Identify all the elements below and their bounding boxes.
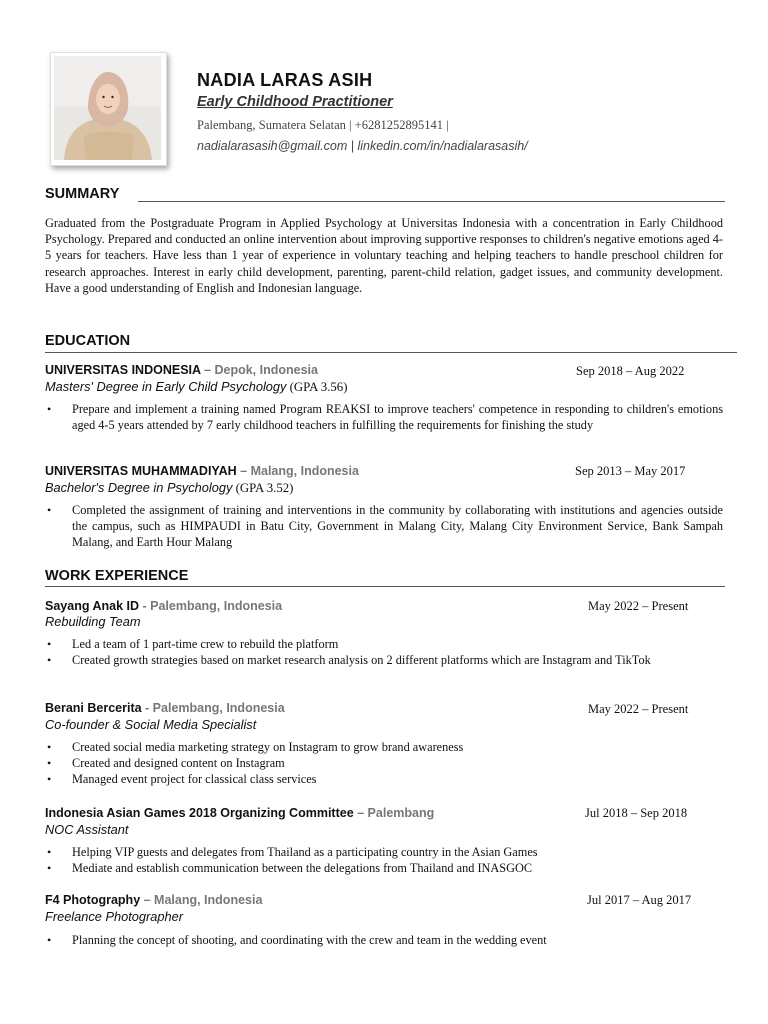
bullet-item: • Created and designed content on Instagram [45, 755, 723, 771]
education-org: UNIVERSITAS MUHAMMADIYAH [45, 464, 237, 478]
work-bullets [45, 739, 723, 788]
education-entry-title [45, 464, 359, 478]
work-location: – Palembang [353, 806, 435, 820]
work-dates: May 2022 – Present [588, 702, 689, 716]
education-degree-line [45, 379, 347, 395]
bullet-item: • Planning the concept of shooting, and coordinating with the crew and team in the wedding event [45, 932, 723, 948]
education-bullets [45, 401, 723, 433]
work-heading: WORK EXPERIENCE [45, 568, 189, 584]
bullet-item: • Created growth strategies based on market research analysis on 2 different platforms which are Instagram and TikTok [45, 652, 723, 668]
work-dates: Jul 2018 – Sep 2018 [585, 806, 688, 820]
education-degree-line [45, 480, 293, 496]
education-degree: Bachelor's Degree in Psychology [45, 480, 233, 495]
work-org: F4 Photography [45, 893, 141, 907]
bullet-item: • Created social media marketing strategy on Instagram to grow brand awareness [45, 739, 723, 755]
work-role: Freelance Photographer [45, 909, 184, 924]
work-dates: Jul 2017 – Aug 2017 [587, 893, 692, 907]
work-bullets [45, 932, 723, 948]
work-org: Berani Bercerita [45, 701, 142, 715]
summary-divider [138, 201, 725, 202]
candidate-name: NADIA LARAS ASIH [197, 70, 373, 90]
work-entry-title [45, 599, 282, 613]
contact-location-phone: Palembang, Sumatera Selatan | +6281252895141 | [197, 118, 449, 132]
candidate-role: Early Childhood Practitioner [197, 94, 393, 110]
work-location: – Malang, Indonesia [140, 893, 263, 907]
education-dates: Sep 2018 – Aug 2022 [576, 364, 685, 378]
work-org: Indonesia Asian Games 2018 Organizing Committee [45, 806, 354, 820]
work-role: Co-founder & Social Media Specialist [45, 717, 257, 732]
education-divider [45, 352, 737, 353]
bullet-item: • Helping VIP guests and delegates from Thailand as a participating country in the Asian Games [45, 844, 723, 860]
education-gpa: (GPA 3.56) [286, 380, 348, 394]
work-bullets [45, 636, 723, 668]
work-bullets [45, 844, 723, 876]
work-entry-title [45, 806, 434, 820]
bullet-item: • Mediate and establish communication between the delegations from Thailand and INASGOC [45, 860, 723, 876]
bullet-item: • Managed event project for classical class services [45, 771, 723, 787]
education-degree: Masters' Degree in Early Child Psychology [45, 379, 287, 394]
work-entry-title [45, 893, 262, 907]
profile-photo [50, 52, 167, 166]
summary-text: Graduated from the Postgraduate Program in Applied Psychology at Universitas Indonesia with a concentration in Early Childhood Psychology. Prepared and conducted an online intervention about improving supportive responses to children's negative emotions aged 4-5 years for teachers. Have less than 1 year of experience in voluntary teaching and helping teachers to handle preschool children for research approaches. Interest in early child development, parenting, parent-child relation, gadget issues, and community development. Have a good understanding of English and Indonesian language. [45, 216, 723, 295]
work-org: Sayang Anak ID [45, 599, 140, 613]
education-entry-title [45, 363, 318, 377]
contact-email-linkedin: nadialarasasih@gmail.com | linkedin.com/in/nadialarasasih/ [197, 139, 528, 153]
education-location: – Depok, Indonesia [200, 363, 318, 377]
bullet-item: • Led a team of 1 part-time crew to rebuild the platform [45, 636, 723, 652]
portrait-image [54, 56, 161, 160]
education-bullets [45, 502, 723, 551]
education-dates: Sep 2013 – May 2017 [575, 464, 686, 478]
education-org: UNIVERSITAS INDONESIA [45, 363, 201, 377]
education-gpa: (GPA 3.52) [232, 481, 294, 495]
work-dates: May 2022 – Present [588, 599, 689, 613]
work-divider [45, 586, 725, 587]
summary-heading: SUMMARY [45, 186, 120, 202]
work-role: NOC Assistant [45, 822, 129, 837]
education-heading: EDUCATION [45, 333, 131, 349]
work-role: Rebuilding Team [45, 614, 141, 629]
bullet-item: • Completed the assignment of training and interventions in the community by collaborating with institutions and agencies outside the campus, such as HIMPAUDI in Batu City, Government in Malang City, Malang City Environment Service, Bank Sampah Malang, and Earth Hour Malang [45, 502, 723, 551]
work-entry-title [45, 701, 285, 715]
work-location: - Palembang, Indonesia [139, 599, 283, 613]
education-location: – Malang, Indonesia [236, 464, 359, 478]
bullet-item: • Prepare and implement a training named Program REAKSI to improve teachers' competence in responding to children's emotions aged 4-5 years attended by 7 early childhood teachers in fulfilling the requirements for finishing the study [45, 401, 723, 433]
work-location: - Palembang, Indonesia [141, 701, 285, 715]
